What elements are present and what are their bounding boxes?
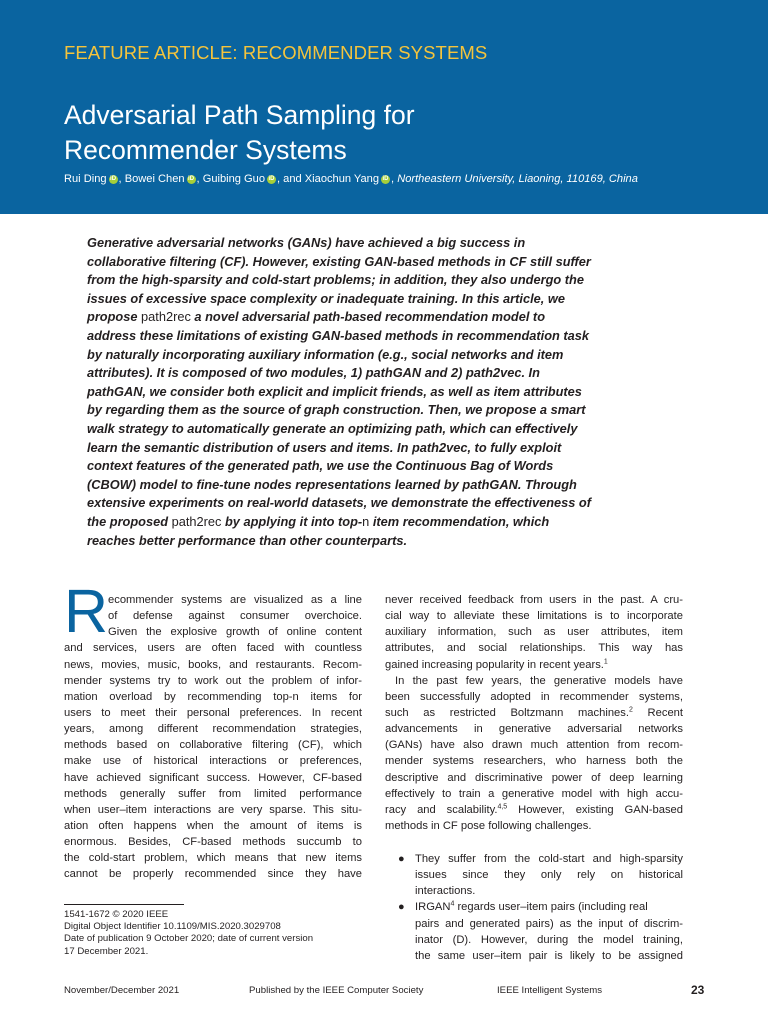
abstract-text: address these limitations of existing GAN-based methods in recommendation task — [87, 327, 590, 343]
abstract-text: attributes). It is composed of two modules, 1) pathGAN and 2) path2vec. In — [87, 365, 540, 381]
abstract-line — [87, 513, 597, 532]
section-kicker: FEATURE ARTICLE: RECOMMENDER SYSTEMS — [64, 42, 488, 63]
list-item-line: inator (D). However, during the model training, — [415, 933, 683, 946]
orcid-icon[interactable]: iD — [188, 176, 195, 182]
body-line: enormous. Besides, CF-based methods succumb to — [64, 836, 362, 849]
body-line: users to meet their personal preferences. In recent — [64, 706, 362, 719]
abstract-text: issues of excessive space complexity or inadequate training. In this article, we — [87, 290, 565, 306]
author-separator: , — [118, 173, 125, 185]
body-line: auxiliary information, such as user attributes, item — [385, 626, 683, 639]
body-line: mender systems try to work out the problem of infor- — [64, 674, 362, 687]
body-line: such as restricted Boltzmann machines.$^2$ Recent — [385, 706, 684, 719]
abstract-line — [87, 308, 597, 327]
abstract — [87, 234, 597, 550]
body-line: methods based on collaborative filtering (CF), which — [64, 739, 362, 752]
body-line: been successfully adopted in recommender systems, — [385, 690, 683, 703]
bullet-icon: ● — [398, 901, 405, 914]
body-line: ecommender systems are visualized as a line — [108, 594, 362, 606]
body-line: (GANs) have also drawn much attention from recom- — [385, 739, 683, 752]
body-line: never received feedback from users in the past. A cru- — [385, 594, 683, 606]
abstract-line — [87, 346, 597, 365]
paragraph — [385, 673, 683, 834]
title-line-2: Recommender Systems — [64, 135, 347, 165]
abstract-text: (CBOW) model to fine-tune nodes representations learned by pathGAN. Through — [87, 476, 577, 492]
abstract-text: learn the semantic distribution of users and items. In path2vec, to fully exploit — [87, 439, 562, 455]
abstract-line — [87, 439, 597, 458]
abstract-text: path2rec — [171, 513, 222, 529]
author-name[interactable]: Bowei Chen — [124, 173, 185, 185]
header-banner — [0, 0, 768, 214]
body-line: racy and scalability.$^{4,5}$ However, existing GAN-based — [385, 803, 684, 816]
body-line: Given the explosive growth of online content — [108, 626, 362, 639]
abstract-line — [87, 494, 597, 513]
abstract-text: propose — [87, 309, 142, 325]
author-separator: , and — [277, 173, 305, 185]
abstract-line — [87, 383, 597, 402]
orcid-icon[interactable]: iD — [268, 176, 275, 182]
list-item-line: They suffer from the cold-start and high-sparsity — [415, 853, 683, 865]
page-number: 23 — [691, 983, 705, 997]
body-column-right — [385, 592, 683, 834]
abstract-line — [87, 290, 597, 309]
author-separator: , — [391, 173, 398, 185]
footer-issue: November/December 2021 — [64, 985, 180, 996]
body-line: news, movies, music, books, and restaurants. Recom- — [64, 658, 362, 671]
abstract-line — [87, 532, 597, 551]
abstract-text: by naturally incorporating auxiliary information (e.g., social networks and item — [87, 346, 564, 362]
body-line: methods generally suffer from limited performance — [64, 787, 362, 800]
body-line: attributes, and social relationships. This way has — [385, 642, 683, 655]
list-item-line: IRGAN$^4$ regards user–item pairs (including real — [415, 900, 648, 914]
body-line: and services, users are often faced with countless — [64, 642, 362, 655]
abstract-text: extensive experiments on real-world datasets, we demonstrate the effectiveness of — [87, 495, 592, 511]
body-line: cannot be properly recommended since they have — [64, 868, 362, 881]
abstract-text: pathGAN, we consider both explicit and implicit friends, as well as item attributes — [87, 383, 582, 399]
footer-journal: IEEE Intelligent Systems — [497, 985, 603, 996]
body-line: In the past few years, the generative models have — [395, 674, 683, 687]
author-name[interactable]: Rui Ding — [64, 173, 107, 185]
abstract-text: Generative adversarial networks (GANs) have achieved a big success in — [87, 235, 526, 250]
abstract-line — [87, 271, 597, 290]
abstract-line — [87, 457, 597, 476]
paragraph — [385, 592, 683, 673]
abstract-line — [87, 401, 597, 420]
publication-date-line: Date of publication 9 October 2020; date of current version — [64, 933, 314, 945]
abstract-line — [87, 253, 597, 272]
list-item-line: issues since they only rely on historical — [415, 869, 683, 882]
doi-line[interactable]: Digital Object Identifier 10.1109/MIS.2020.3029708 — [64, 921, 281, 933]
abstract-text: from the high-sparsity and cold-start problems; in addition, they also undergo the — [87, 272, 584, 288]
abstract-text: by regarding them as the source of graph construction. Then, we propose a smart — [87, 402, 586, 418]
abstract-line — [87, 234, 597, 253]
body-line: descriptive and discriminative power of deep learning — [385, 771, 683, 784]
abstract-text: a novel adversarial path-based recommendation model to — [190, 309, 546, 325]
author-list — [64, 173, 638, 185]
abstract-text: reaches better performance than other counterparts. — [87, 532, 408, 548]
publication-date-line: 17 December 2021. — [64, 945, 149, 957]
body-line: cial way to alleviate these limitations is to incorporate — [385, 610, 683, 623]
abstract-text: collaborative filtering (CF). However, existing GAN-based methods in CF still suffer — [87, 253, 591, 269]
abstract-text: the proposed — [87, 513, 172, 529]
copyright-line: 1541-1672 © 2020 IEEE — [64, 909, 169, 920]
citation-ref: 2 — [628, 706, 633, 714]
body-line: ation often happens when the amount of items is — [64, 819, 362, 832]
title-line-1: Adversarial Path Sampling for — [64, 100, 415, 130]
orcid-icon[interactable]: iD — [110, 176, 117, 182]
orcid-icon[interactable]: iD — [382, 176, 389, 182]
list-item — [398, 899, 683, 964]
author-name[interactable]: Guibing Guo — [202, 173, 266, 185]
list-item-line: pairs and generated pairs) as the input of discrim- — [415, 917, 683, 930]
body-column-left — [64, 592, 362, 883]
citation-ref: 4 — [450, 900, 455, 908]
affiliation: Northeastern University, Liaoning, 110169, China — [397, 173, 638, 185]
list-item — [398, 851, 683, 899]
body-line: gained increasing popularity in recent years.$^1$ — [385, 657, 608, 671]
abstract-text: path2rec — [141, 309, 191, 325]
abstract-text: by applying it into top- — [221, 513, 363, 529]
abstract-text: item recommendation, which — [369, 513, 550, 529]
footer-publisher: Published by the IEEE Computer Society — [249, 985, 424, 996]
abstract-line — [87, 364, 597, 383]
abstract-line — [87, 476, 597, 495]
citation-ref: 4,5 — [497, 803, 508, 811]
abstract-line — [87, 420, 597, 439]
body-line: make use of historical interactions or preferences, — [64, 755, 362, 768]
body-line: years, among different recommendation strategies, — [64, 723, 362, 736]
abstract-line — [87, 327, 597, 346]
abstract-text: walk strategy to automatically generate an optimizing path, which can effectively — [87, 420, 578, 436]
body-line: methods in CF pose following challenges. — [385, 819, 592, 832]
author-name[interactable]: Xiaochun Yang — [304, 173, 380, 185]
abstract-text: n — [362, 513, 370, 529]
article-title — [64, 98, 704, 168]
drop-cap: R — [64, 577, 109, 645]
author-separator: , — [196, 173, 203, 185]
body-line: mender systems researchers, who harness both the — [385, 755, 683, 768]
list-item-line: the same user–item pair is likely to be assigned — [415, 949, 683, 962]
body-line: mation overload by recommending top-n items for — [64, 690, 362, 703]
body-line: of defense against consumer overchoice. — [108, 610, 362, 623]
challenge-list — [398, 851, 683, 964]
body-line: advancements in generative adversarial networks — [385, 723, 683, 736]
publication-footnote — [64, 909, 362, 958]
body-line: the cold-start problem, which means that new items — [64, 852, 362, 865]
body-line: when user–item interactions are very sparse. This situ- — [64, 803, 362, 816]
citation-ref: 1 — [603, 657, 608, 665]
body-line: have achieved significant success. However, CF-based — [64, 771, 362, 784]
footnote-rule — [64, 904, 184, 905]
bullet-icon: ● — [398, 853, 405, 865]
abstract-text: context features of the generated path, we use the Continuous Bag of Words — [87, 458, 554, 474]
body-line: effectively to train a generative model with high accu- — [385, 787, 683, 800]
list-item-line: interactions. — [415, 885, 476, 898]
